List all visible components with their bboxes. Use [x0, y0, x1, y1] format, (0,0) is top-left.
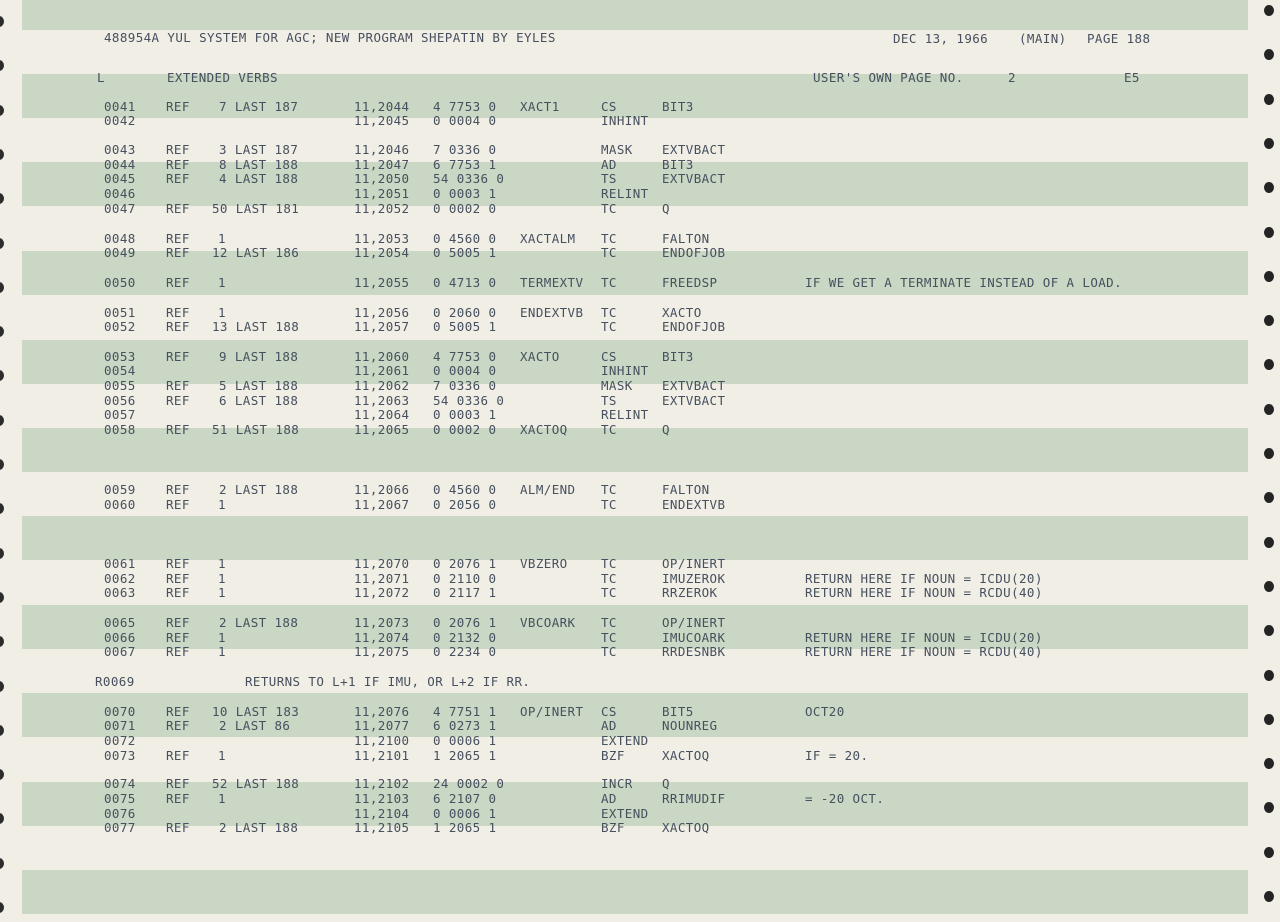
opcode: MASK [601, 142, 633, 157]
opcode: RELINT [601, 186, 649, 201]
ref-label: REF [166, 305, 190, 320]
opcode: CS [601, 99, 617, 114]
symbol-label: ENDEXTVB [520, 305, 584, 320]
address: 11,2055 [354, 275, 410, 290]
operand: EXTVBACT [662, 378, 726, 393]
symbol-label: ALM/END [520, 482, 576, 497]
ref-count: 5 LAST 188 [219, 378, 299, 393]
operand: XACTOQ [662, 820, 710, 835]
operand: RRDESNBK [662, 644, 726, 659]
feed-hole [0, 548, 4, 559]
octal-word: 0 2060 0 [433, 305, 497, 320]
octal-word: 1 2065 1 [433, 748, 497, 763]
feed-hole [0, 902, 4, 913]
octal-word: 0 0006 1 [433, 733, 497, 748]
line-number: 0062 [104, 571, 136, 586]
octal-word: 0 2056 0 [433, 497, 497, 512]
ref-count: 1 [218, 556, 226, 571]
opcode: TC [601, 319, 617, 334]
feed-hole [1264, 271, 1274, 282]
opcode: AD [601, 157, 617, 172]
operand: Q [662, 776, 670, 791]
feed-hole [0, 149, 4, 160]
address: 11,2067 [354, 497, 410, 512]
ref-label: REF [166, 791, 190, 806]
address: 11,2056 [354, 305, 410, 320]
ref-count: 2 LAST 86 [219, 718, 291, 733]
octal-word: 24 0002 0 [433, 776, 505, 791]
operand: BIT5 [662, 704, 694, 719]
address: 11,2102 [354, 776, 410, 791]
opcode: INHINT [601, 363, 649, 378]
green-bar-band [22, 870, 1248, 914]
address: 11,2050 [354, 171, 410, 186]
ref-count: 1 [218, 791, 226, 806]
section-title: EXTENDED VERBS [167, 70, 278, 85]
line-number: 0041 [104, 99, 136, 114]
address: 11,2051 [354, 186, 410, 201]
line-number: 0048 [104, 231, 136, 246]
ref-label: REF [166, 630, 190, 645]
opcode: TC [601, 275, 617, 290]
comment: = -20 OCT. [805, 791, 885, 806]
octal-word: 0 5005 1 [433, 319, 497, 334]
ref-count: 10 LAST 183 [212, 704, 300, 719]
ref-count: 12 LAST 186 [212, 245, 300, 260]
ref-label: REF [166, 497, 190, 512]
octal-word: 0 2076 1 [433, 615, 497, 630]
address: 11,2061 [354, 363, 410, 378]
line-number: 0060 [104, 497, 136, 512]
octal-word: 6 7753 1 [433, 157, 497, 172]
line-number: 0054 [104, 363, 136, 378]
line-number: R0069 [95, 674, 135, 689]
address: 11,2057 [354, 319, 410, 334]
users-page-number: 2 [1008, 70, 1016, 85]
green-bar-band [22, 516, 1248, 560]
line-number: 0063 [104, 585, 136, 600]
ref-count: 1 [218, 748, 226, 763]
address: 11,2100 [354, 733, 410, 748]
ref-count: 1 [218, 630, 226, 645]
octal-word: 0 2117 1 [433, 585, 497, 600]
operand: EXTVBACT [662, 171, 726, 186]
line-number: 0047 [104, 201, 136, 216]
feed-hole [1264, 138, 1274, 149]
feed-hole [1264, 182, 1274, 193]
opcode: AD [601, 791, 617, 806]
green-bar-band [22, 605, 1248, 649]
opcode: TC [601, 231, 617, 246]
operand: XACTOQ [662, 748, 710, 763]
symbol-label: VBCOARK [520, 615, 576, 630]
feed-hole [1264, 315, 1274, 326]
opcode: TC [601, 585, 617, 600]
ref-count: 2 LAST 188 [219, 615, 299, 630]
feed-hole [0, 16, 4, 27]
opcode: TC [601, 305, 617, 320]
line-number: 0071 [104, 718, 136, 733]
opcode: RELINT [601, 407, 649, 422]
feed-hole [0, 105, 4, 116]
octal-word: 0 4560 0 [433, 482, 497, 497]
feed-hole [1264, 670, 1274, 681]
feed-hole [1264, 227, 1274, 238]
octal-word: 0 0003 1 [433, 186, 497, 201]
line-number: 0059 [104, 482, 136, 497]
feed-hole [1264, 492, 1274, 503]
ref-label: REF [166, 644, 190, 659]
opcode: AD [601, 718, 617, 733]
octal-word: 6 0273 1 [433, 718, 497, 733]
ref-label: REF [166, 275, 190, 290]
feed-hole [1264, 891, 1274, 902]
column-l: L [97, 70, 105, 85]
ref-count: 2 LAST 188 [219, 482, 299, 497]
opcode: INCR [601, 776, 633, 791]
ref-label: REF [166, 820, 190, 835]
operand: FALTON [662, 231, 710, 246]
ref-label: REF [166, 615, 190, 630]
symbol-label: XACTALM [520, 231, 576, 246]
feed-hole [1264, 758, 1274, 769]
address: 11,2076 [354, 704, 410, 719]
octal-word: 7 0336 0 [433, 142, 497, 157]
feed-hole [1264, 94, 1274, 105]
line-number: 0055 [104, 378, 136, 393]
line-number: 0077 [104, 820, 136, 835]
opcode: CS [601, 349, 617, 364]
octal-word: 4 7753 0 [433, 99, 497, 114]
octal-word: 7 0336 0 [433, 378, 497, 393]
line-number: 0058 [104, 422, 136, 437]
octal-word: 0 2234 0 [433, 644, 497, 659]
opcode: TC [601, 497, 617, 512]
feed-hole [1264, 537, 1274, 548]
address: 11,2070 [354, 556, 410, 571]
line-number: 0074 [104, 776, 136, 791]
symbol-label: OP/INERT [520, 704, 584, 719]
operand: BIT3 [662, 99, 694, 114]
feed-hole [0, 238, 4, 249]
address: 11,2053 [354, 231, 410, 246]
address: 11,2066 [354, 482, 410, 497]
listing-main: (MAIN) [1019, 31, 1067, 46]
green-bar-band [22, 693, 1248, 737]
comment: RETURN HERE IF NOUN = ICDU(20) [805, 630, 1043, 645]
octal-word: 6 2107 0 [433, 791, 497, 806]
address: 11,2060 [354, 349, 410, 364]
listing-title: 488954A YUL SYSTEM FOR AGC; NEW PROGRAM SHEPATIN BY EYLES [104, 30, 556, 45]
address: 11,2071 [354, 571, 410, 586]
feed-hole [1264, 49, 1274, 60]
octal-word: 0 0004 0 [433, 363, 497, 378]
line-number: 0073 [104, 748, 136, 763]
ref-count: 1 [218, 585, 226, 600]
octal-word: 0 5005 1 [433, 245, 497, 260]
comment: RETURNS TO L+1 IF IMU, OR L+2 IF RR. [245, 674, 531, 689]
address: 11,2077 [354, 718, 410, 733]
comment: RETURN HERE IF NOUN = RCDU(40) [805, 585, 1043, 600]
opcode: EXTEND [601, 806, 649, 821]
opcode: TC [601, 571, 617, 586]
ref-label: REF [166, 319, 190, 334]
feed-hole [1264, 448, 1274, 459]
operand: EXTVBACT [662, 393, 726, 408]
feed-hole [1264, 802, 1274, 813]
ref-label: REF [166, 201, 190, 216]
ref-label: REF [166, 171, 190, 186]
opcode: TS [601, 171, 617, 186]
operand: XACTO [662, 305, 702, 320]
operand: OP/INERT [662, 615, 726, 630]
octal-word: 0 4560 0 [433, 231, 497, 246]
opcode: TC [601, 482, 617, 497]
feed-hole [0, 725, 4, 736]
address: 11,2074 [354, 630, 410, 645]
ref-count: 1 [218, 275, 226, 290]
ref-count: 8 LAST 188 [219, 157, 299, 172]
feed-hole [0, 769, 4, 780]
opcode: INHINT [601, 113, 649, 128]
ref-count: 9 LAST 188 [219, 349, 299, 364]
address: 11,2044 [354, 99, 410, 114]
operand: RRZEROK [662, 585, 718, 600]
line-number: 0065 [104, 615, 136, 630]
operand: IMUCOARK [662, 630, 726, 645]
address: 11,2101 [354, 748, 410, 763]
feed-hole [0, 282, 4, 293]
ref-label: REF [166, 142, 190, 157]
line-number: 0046 [104, 186, 136, 201]
green-bar-band [22, 428, 1248, 472]
comment: RETURN HERE IF NOUN = ICDU(20) [805, 571, 1043, 586]
users-page-label: USER'S OWN PAGE NO. [813, 70, 964, 85]
line-number: 0070 [104, 704, 136, 719]
ref-label: REF [166, 393, 190, 408]
octal-word: 0 0004 0 [433, 113, 497, 128]
opcode: BZF [601, 748, 625, 763]
feed-hole [1264, 5, 1274, 16]
address: 11,2047 [354, 157, 410, 172]
octal-word: 4 7753 0 [433, 349, 497, 364]
ref-label: REF [166, 378, 190, 393]
operand: BIT3 [662, 349, 694, 364]
opcode: TS [601, 393, 617, 408]
feed-hole [0, 370, 4, 381]
ref-label: REF [166, 571, 190, 586]
feed-hole [1264, 714, 1274, 725]
address: 11,2065 [354, 422, 410, 437]
line-number: 0053 [104, 349, 136, 364]
feed-hole [0, 459, 4, 470]
address: 11,2062 [354, 378, 410, 393]
feed-hole [0, 858, 4, 869]
comment: OCT20 [805, 704, 845, 719]
ref-label: REF [166, 349, 190, 364]
line-number: 0044 [104, 157, 136, 172]
comment: IF WE GET A TERMINATE INSTEAD OF A LOAD. [805, 275, 1123, 290]
octal-word: 0 0002 0 [433, 422, 497, 437]
ref-count: 7 LAST 187 [219, 99, 299, 114]
feed-hole [0, 503, 4, 514]
symbol-label: XACTOQ [520, 422, 568, 437]
ref-count: 13 LAST 188 [212, 319, 300, 334]
feed-hole [1264, 625, 1274, 636]
feed-hole [0, 681, 4, 692]
feed-hole [1264, 581, 1274, 592]
opcode: MASK [601, 378, 633, 393]
address: 11,2064 [354, 407, 410, 422]
opcode: TC [601, 615, 617, 630]
address: 11,2104 [354, 806, 410, 821]
page-number: PAGE 188 [1087, 31, 1151, 46]
line-number: 0050 [104, 275, 136, 290]
ref-label: REF [166, 482, 190, 497]
line-number: 0067 [104, 644, 136, 659]
operand: BIT3 [662, 157, 694, 172]
octal-word: 4 7751 1 [433, 704, 497, 719]
feed-hole [1264, 404, 1274, 415]
opcode: TC [601, 201, 617, 216]
operand: IMUZEROK [662, 571, 726, 586]
octal-word: 1 2065 1 [433, 820, 497, 835]
line-number: 0051 [104, 305, 136, 320]
listing-date: DEC 13, 1966 [893, 31, 989, 46]
operand: Q [662, 422, 670, 437]
feed-hole [0, 813, 4, 824]
address: 11,2054 [354, 245, 410, 260]
ref-label: REF [166, 422, 190, 437]
octal-word: 54 0336 0 [433, 171, 505, 186]
ref-count: 50 LAST 181 [212, 201, 300, 216]
ref-label: REF [166, 776, 190, 791]
ref-count: 3 LAST 187 [219, 142, 299, 157]
feed-hole [1264, 359, 1274, 370]
line-number: 0076 [104, 806, 136, 821]
opcode: CS [601, 704, 617, 719]
ref-label: REF [166, 157, 190, 172]
symbol-label: XACT1 [520, 99, 560, 114]
line-number: 0056 [104, 393, 136, 408]
opcode: TC [601, 556, 617, 571]
address: 11,2046 [354, 142, 410, 157]
opcode: BZF [601, 820, 625, 835]
symbol-label: VBZERO [520, 556, 568, 571]
operand: FALTON [662, 482, 710, 497]
opcode: TC [601, 644, 617, 659]
ref-count: 6 LAST 188 [219, 393, 299, 408]
ref-count: 4 LAST 188 [219, 171, 299, 186]
line-number: 0049 [104, 245, 136, 260]
comment: IF = 20. [805, 748, 869, 763]
line-number: 0061 [104, 556, 136, 571]
ref-count: 1 [218, 644, 226, 659]
ref-label: REF [166, 585, 190, 600]
octal-word: 0 0006 1 [433, 806, 497, 821]
symbol-label: TERMEXTV [520, 275, 584, 290]
line-number: 0075 [104, 791, 136, 806]
ref-label: REF [166, 718, 190, 733]
ref-label: REF [166, 245, 190, 260]
operand: ENDEXTVB [662, 497, 726, 512]
octal-word: 0 2076 1 [433, 556, 497, 571]
feed-hole [0, 415, 4, 426]
operand: ENDOFJOB [662, 245, 726, 260]
feed-hole [0, 193, 4, 204]
address: 11,2063 [354, 393, 410, 408]
opcode: TC [601, 422, 617, 437]
feed-hole [1264, 847, 1274, 858]
octal-word: 0 4713 0 [433, 275, 497, 290]
ref-label: REF [166, 748, 190, 763]
line-number: 0052 [104, 319, 136, 334]
ref-count: 51 LAST 188 [212, 422, 300, 437]
octal-word: 0 2110 0 [433, 571, 497, 586]
feed-hole [0, 326, 4, 337]
address: 11,2052 [354, 201, 410, 216]
ref-label: REF [166, 556, 190, 571]
opcode: EXTEND [601, 733, 649, 748]
feed-hole [0, 592, 4, 603]
address: 11,2045 [354, 113, 410, 128]
line-number: 0072 [104, 733, 136, 748]
address: 11,2073 [354, 615, 410, 630]
ref-count: 1 [218, 497, 226, 512]
line-number: 0057 [104, 407, 136, 422]
operand: OP/INERT [662, 556, 726, 571]
ref-label: REF [166, 231, 190, 246]
line-number: 0042 [104, 113, 136, 128]
feed-hole [0, 636, 4, 647]
ref-count: 2 LAST 188 [219, 820, 299, 835]
ref-count: 52 LAST 188 [212, 776, 300, 791]
ref-count: 1 [218, 305, 226, 320]
line-number: 0045 [104, 171, 136, 186]
operand: FREEDSP [662, 275, 718, 290]
ref-label: REF [166, 99, 190, 114]
operand: NOUNREG [662, 718, 718, 733]
comment: RETURN HERE IF NOUN = RCDU(40) [805, 644, 1043, 659]
address: 11,2105 [354, 820, 410, 835]
address: 11,2075 [354, 644, 410, 659]
ref-count: 1 [218, 231, 226, 246]
ref-count: 1 [218, 571, 226, 586]
opcode: TC [601, 245, 617, 260]
operand: EXTVBACT [662, 142, 726, 157]
line-number: 0043 [104, 142, 136, 157]
line-number: 0066 [104, 630, 136, 645]
address: 11,2072 [354, 585, 410, 600]
octal-word: 0 0002 0 [433, 201, 497, 216]
octal-word: 0 0003 1 [433, 407, 497, 422]
octal-word: 0 2132 0 [433, 630, 497, 645]
opcode: TC [601, 630, 617, 645]
green-bar-band [22, 0, 1248, 30]
operand: Q [662, 201, 670, 216]
operand: RRIMUDIF [662, 791, 726, 806]
symbol-label: XACTO [520, 349, 560, 364]
octal-word: 54 0336 0 [433, 393, 505, 408]
feed-hole [0, 60, 4, 71]
section-code: E5 [1124, 70, 1140, 85]
ref-label: REF [166, 704, 190, 719]
address: 11,2103 [354, 791, 410, 806]
operand: ENDOFJOB [662, 319, 726, 334]
